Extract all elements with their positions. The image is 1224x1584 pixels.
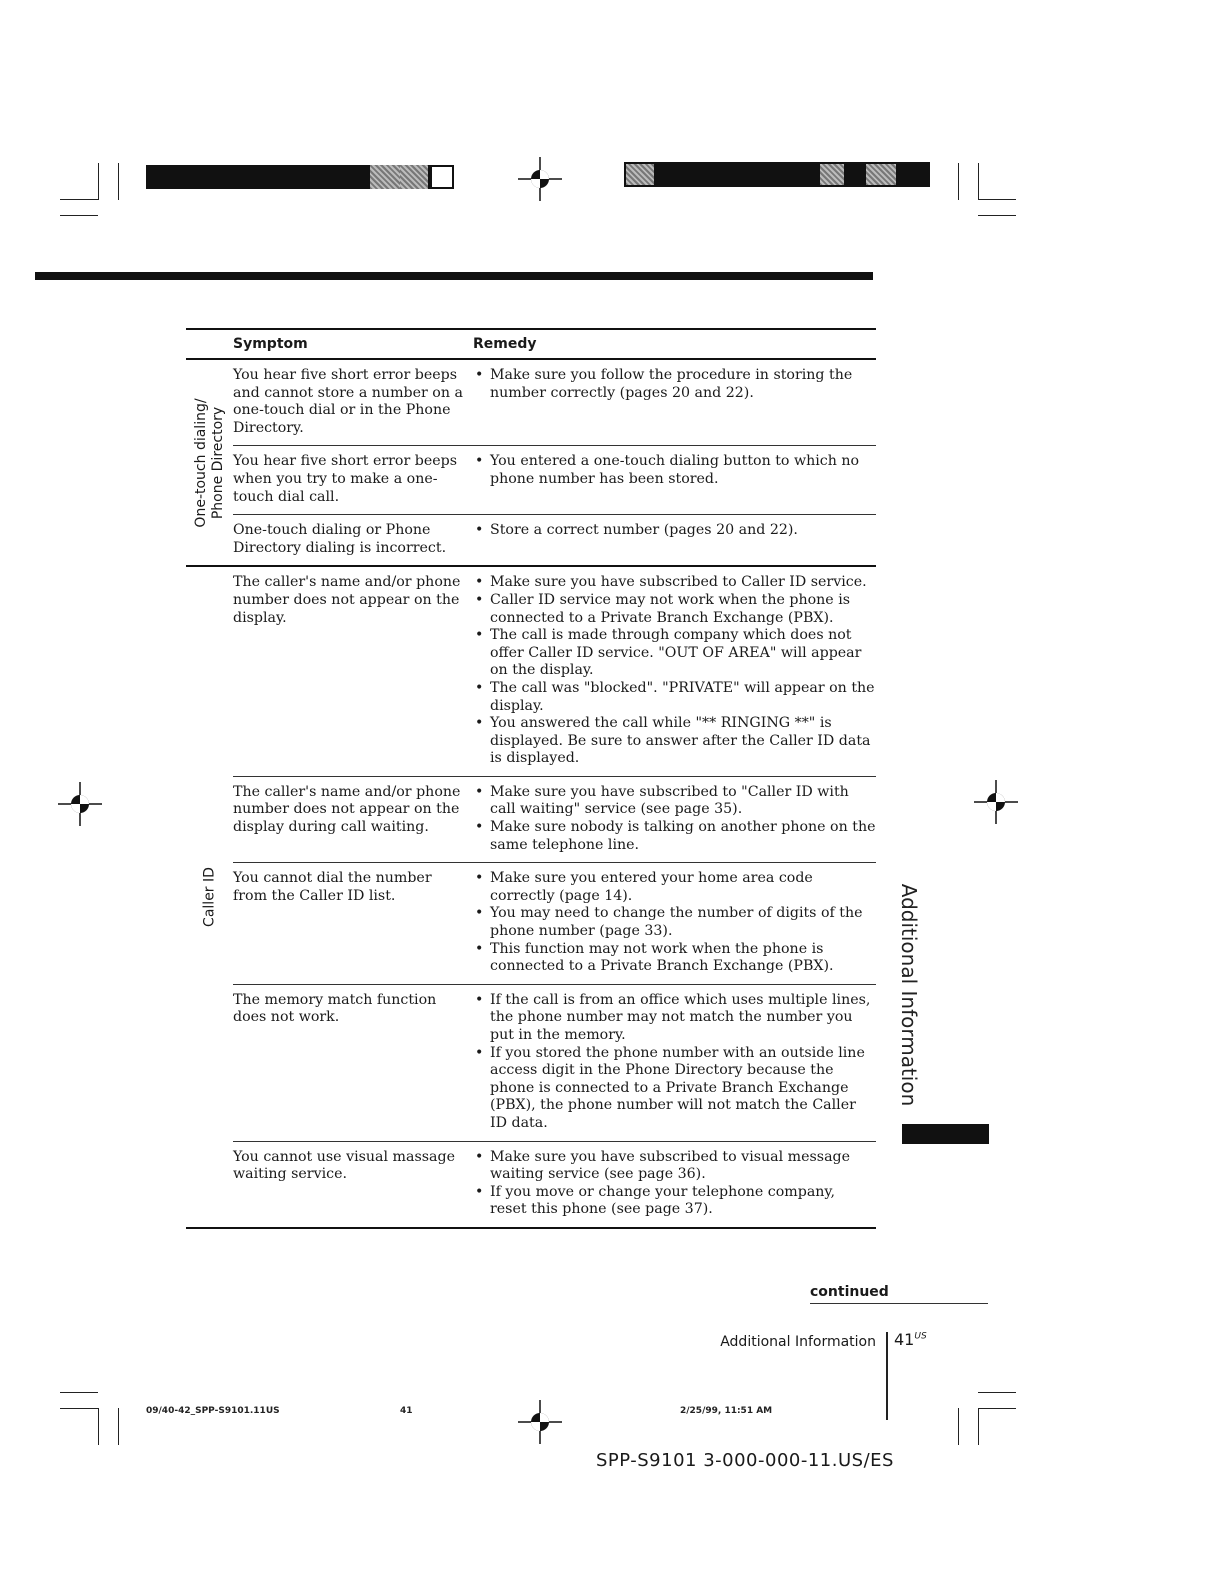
symptom-cell: You cannot dial the number from the Caller ID list. bbox=[233, 870, 432, 904]
table-body bbox=[186, 360, 876, 1229]
side-tab-block bbox=[902, 1124, 989, 1144]
crop-mark bbox=[958, 1408, 959, 1445]
group-rows bbox=[233, 567, 876, 1227]
footer-section-title: Additional Information bbox=[720, 1334, 876, 1350]
crop-mark bbox=[978, 1408, 1016, 1409]
registration-target-icon bbox=[58, 782, 102, 826]
remedy-list bbox=[473, 574, 876, 768]
symptom-cell: The memory match function does not work. bbox=[233, 991, 437, 1026]
continued-label: continued bbox=[810, 1284, 988, 1304]
registration-swatch bbox=[626, 164, 654, 185]
remedy-cell bbox=[473, 522, 876, 557]
table-row bbox=[233, 567, 876, 777]
remedy-cell bbox=[473, 574, 876, 768]
remedy-list bbox=[473, 367, 876, 402]
crop-mark bbox=[60, 215, 98, 216]
remedy-item: • Caller ID service may not work when the phone is connected to a Private Branch Exchange (PBX). bbox=[473, 592, 876, 627]
remedy-list bbox=[473, 1149, 876, 1219]
remedy-item: • The call is made through company which does not offer Caller ID service. "OUT OF AREA" will appear on the display. bbox=[473, 627, 876, 680]
page-number-suffix: US bbox=[914, 1331, 927, 1342]
remedy-item: • Make sure you have subscribed to Caller ID service. bbox=[473, 574, 876, 592]
model-code: SPP-S9101 3-000-000-11.US/ES bbox=[596, 1450, 894, 1471]
registration-target-icon bbox=[518, 157, 562, 201]
crop-mark bbox=[98, 1408, 99, 1445]
remedy-item: • Make sure nobody is talking on another phone on the same telephone line. bbox=[473, 819, 876, 854]
remedy-item: • Make sure you have subscribed to "Caller ID with call waiting" service (see page 35). bbox=[473, 784, 876, 819]
page-number-value: 41 bbox=[894, 1330, 915, 1349]
symptom-cell: You hear five short error beeps and cannot store a number on a one-touch dial or in the Phone Directory. bbox=[233, 367, 463, 436]
remedy-list bbox=[473, 784, 876, 854]
symptom-cell: The caller's name and/or phone number does not appear on the display during call waiting. bbox=[233, 783, 461, 836]
remedy-item: • This function may not work when the phone is connected to a Private Branch Exchange (PBX). bbox=[473, 941, 876, 976]
remedy-cell bbox=[473, 1149, 876, 1219]
remedy-list bbox=[473, 453, 876, 488]
group-label bbox=[186, 360, 233, 565]
remedy-cell bbox=[473, 453, 876, 506]
crop-mark bbox=[978, 199, 1016, 200]
crop-mark bbox=[978, 215, 1016, 216]
page-number bbox=[894, 1330, 927, 1349]
remedy-cell bbox=[473, 784, 876, 854]
remedy-item: • Make sure you follow the procedure in storing the number correctly (pages 20 and 22). bbox=[473, 367, 876, 402]
remedy-list bbox=[473, 522, 876, 540]
remedy-item: • Make sure you have subscribed to visual message waiting service (see page 36). bbox=[473, 1149, 876, 1184]
header-remedy: Remedy bbox=[473, 336, 537, 352]
footer-divider bbox=[886, 1332, 888, 1420]
remedy-list bbox=[473, 870, 876, 976]
registration-swatch bbox=[430, 165, 454, 189]
remedy-item: • If the call is from an office which uses multiple lines, the phone number may not match the number you put in the memory. bbox=[473, 992, 876, 1045]
remedy-item: • If you move or change your telephone company, reset this phone (see page 37). bbox=[473, 1184, 876, 1219]
remedy-list bbox=[473, 992, 876, 1133]
registration-swatch bbox=[370, 165, 400, 189]
crop-mark bbox=[60, 199, 98, 200]
registration-swatch bbox=[400, 165, 428, 189]
crop-mark bbox=[118, 1408, 119, 1445]
crop-mark bbox=[60, 1408, 98, 1409]
table-row bbox=[233, 777, 876, 863]
remedy-item: • Store a correct number (pages 20 and 22). bbox=[473, 522, 876, 540]
crop-mark bbox=[958, 163, 959, 200]
group-label-text bbox=[201, 867, 218, 927]
symptom-cell: One-touch dialing or Phone Directory dialing is incorrect. bbox=[233, 522, 447, 556]
remedy-cell bbox=[473, 992, 876, 1133]
remedy-item: • Make sure you entered your home area code correctly (page 14). bbox=[473, 870, 876, 905]
remedy-item: • The call was "blocked". "PRIVATE" will appear on the display. bbox=[473, 680, 876, 715]
remedy-item: • If you stored the phone number with an outside line access digit in the Phone Directory because the phone is connected to a Private Branch Exchange (PBX), the phone number will not match the Caller ID data. bbox=[473, 1045, 876, 1133]
slug-file: 09/40-42_SPP-S9101.11US bbox=[146, 1406, 280, 1416]
table-row bbox=[233, 1142, 876, 1227]
table-row bbox=[233, 863, 876, 985]
registration-swatch bbox=[866, 164, 896, 185]
crop-mark bbox=[978, 1392, 1016, 1393]
header-symptom: Symptom bbox=[233, 336, 308, 352]
remedy-cell bbox=[473, 367, 876, 437]
troubleshooting-table bbox=[186, 328, 876, 1229]
remedy-item: • You entered a one-touch dialing button to which no phone number has been stored. bbox=[473, 453, 876, 488]
slug-datetime: 2/25/99, 11:51 AM bbox=[680, 1406, 773, 1416]
symptom-cell: You hear five short error beeps when you try to make a one-touch dial call. bbox=[233, 453, 457, 505]
top-rule bbox=[35, 272, 873, 280]
registration-swatch bbox=[820, 164, 844, 185]
remedy-cell bbox=[473, 870, 876, 976]
group-label-line: Phone Directory bbox=[209, 406, 226, 519]
table-group bbox=[186, 360, 876, 567]
side-tab-label: Additional Information bbox=[897, 883, 921, 1107]
symptom-cell: The caller's name and/or phone number does not appear on the display. bbox=[233, 574, 461, 626]
group-rows bbox=[233, 360, 876, 565]
crop-mark bbox=[978, 1408, 979, 1445]
remedy-item: • You answered the call while "** RINGING **" is displayed. Be sure to answer after the Caller ID data is displayed. bbox=[473, 715, 876, 768]
section-side-tab bbox=[886, 870, 932, 1120]
table-row bbox=[233, 360, 876, 446]
crop-mark bbox=[60, 1392, 98, 1393]
table-row bbox=[233, 446, 876, 515]
crop-mark bbox=[978, 163, 979, 200]
group-label-line: One-touch dialing/ bbox=[192, 398, 209, 528]
registration-target-icon bbox=[518, 1400, 562, 1444]
registration-target-icon bbox=[974, 780, 1018, 824]
crop-mark bbox=[118, 163, 119, 200]
table-row bbox=[233, 985, 876, 1142]
remedy-item: • You may need to change the number of digits of the phone number (page 33). bbox=[473, 905, 876, 940]
table-group bbox=[186, 567, 876, 1229]
crop-mark bbox=[98, 163, 99, 200]
table-header bbox=[186, 328, 876, 360]
table-row bbox=[233, 515, 876, 565]
symptom-cell: You cannot use visual massage waiting service. bbox=[233, 1148, 455, 1183]
group-label-text bbox=[193, 398, 227, 527]
group-label bbox=[186, 567, 233, 1227]
slug-page: 41 bbox=[400, 1406, 413, 1416]
group-label-line: Caller ID bbox=[201, 867, 217, 928]
